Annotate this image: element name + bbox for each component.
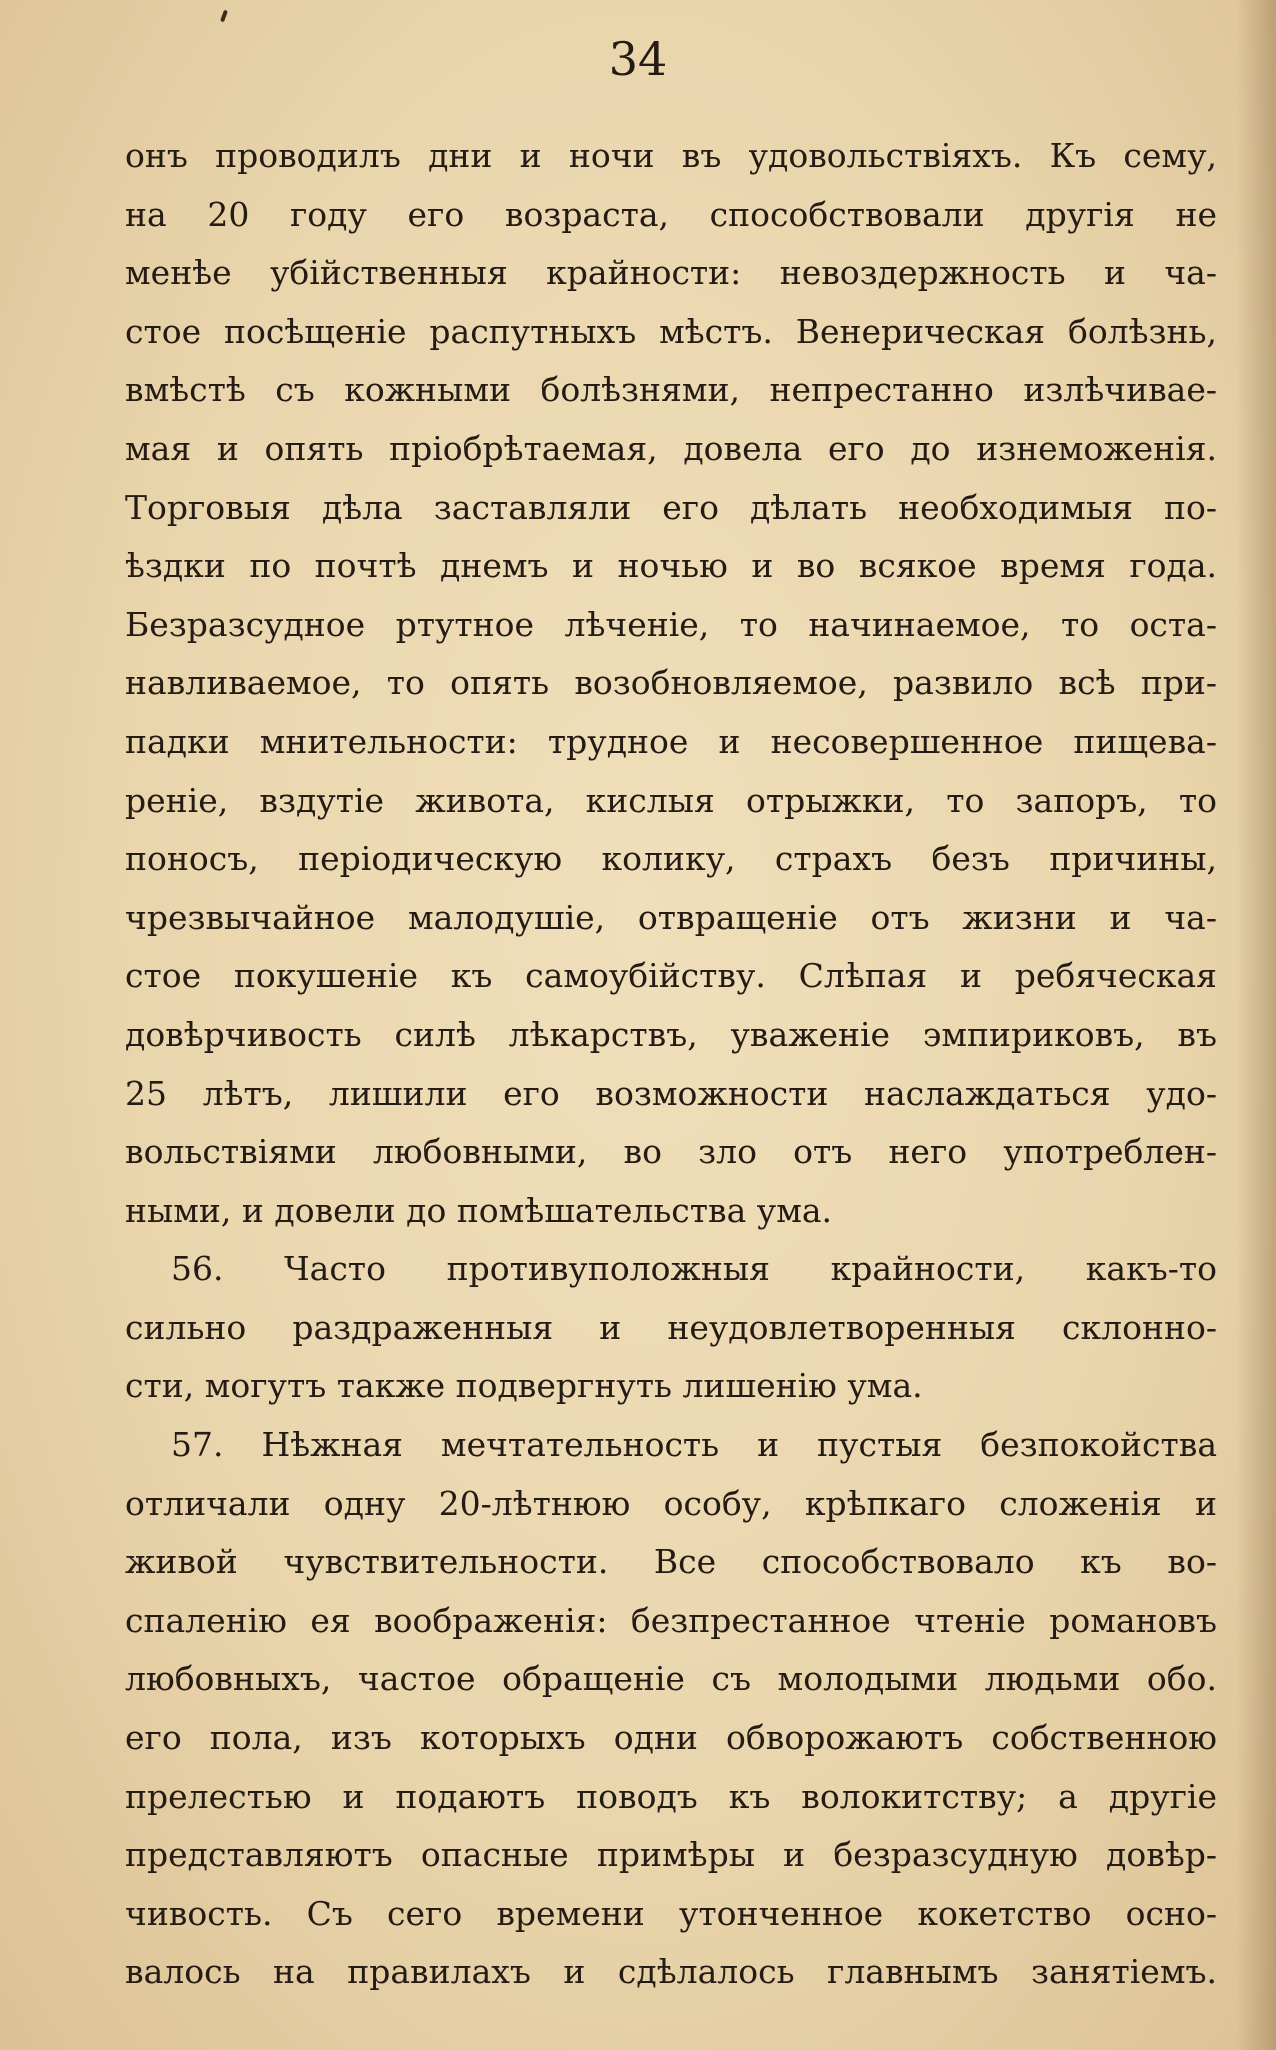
text-line: Торговыя дѣла заставляли его дѣлать необходимыя по- — [125, 487, 1217, 527]
text-line: реніе, вздутіе живота, кислыя отрыжки, то запоръ, то — [125, 780, 1217, 820]
text-line: менѣе убійственныя крайности: невоздержность и ча- — [125, 253, 1217, 293]
text-line: чивость. Съ сего времени утонченное кокетство осно- — [125, 1893, 1217, 1933]
text-line: 25 лѣтъ, лишили его возможности наслаждаться удо- — [125, 1073, 1217, 1113]
text-line: любовныхъ, частое обращеніе съ молодыми людьми обо. — [125, 1659, 1217, 1699]
text-line: онъ проводилъ дни и ночи въ удовольствіяхъ. Къ сему, — [125, 136, 1217, 175]
text-line: ными, и довели до помѣшательства ума. — [125, 1190, 833, 1230]
text-line: ѣздки по почтѣ днемъ и ночью и во всякое время года. — [125, 546, 1217, 586]
text-line: стое посѣщеніе распутныхъ мѣстъ. Венерическая болѣзнь, — [125, 311, 1217, 351]
text-line: падки мнительности: трудное и несовершенное пищева- — [125, 721, 1217, 761]
page-number: 34 — [608, 32, 668, 86]
text-line: вольствіями любовными, во зло отъ него употреблен- — [125, 1132, 1217, 1172]
text-line: навливаемое, то опять возобновляемое, развило всѣ при- — [125, 663, 1217, 703]
paragraph-57-start: 57. Нѣжная мечтательность и пустыя безпокойства — [171, 1425, 1217, 1465]
text-line: живой чувствительности. Все способствовало къ во- — [125, 1542, 1217, 1582]
text-line: валось на правилахъ и сдѣлалось главнымъ занятіемъ. — [125, 1952, 1217, 1992]
text-line: сти, могутъ также подвергнуть лишенію ума. — [125, 1366, 923, 1406]
text-line: спаленію ея воображенія: безпрестанное чтеніе романовъ — [125, 1600, 1217, 1640]
text-line: его пола, изъ которыхъ одни обворожаютъ собственною — [125, 1718, 1217, 1758]
text-line: отличали одну 20-лѣтнюю особу, крѣпкаго сложенія и — [125, 1483, 1217, 1523]
text-line: прелестью и подаютъ поводъ къ волокитству; а другіе — [125, 1776, 1217, 1816]
paragraph-56-start: 56. Часто противуположныя крайности, какъ-то — [171, 1249, 1217, 1289]
page-edge-shadow — [1236, 0, 1276, 2050]
text-line: вмѣстѣ съ кожными болѣзнями, непрестанно излѣчивае- — [125, 370, 1217, 410]
text-line: сильно раздраженныя и неудовлетворенныя склонно- — [125, 1307, 1217, 1347]
body-text — [125, 127, 1217, 2002]
ink-speck — [220, 10, 228, 23]
text-line: поносъ, періодическую колику, страхъ безъ причины, — [125, 839, 1217, 879]
text-line: Безразсудное ртутное лѣченіе, то начинаемое, то оста- — [125, 604, 1217, 644]
text-line: чрезвычайное малодушіе, отвращеніе отъ жизни и ча- — [125, 897, 1217, 937]
text-line: стое покушеніе къ самоубійству. Слѣпая и ребяческая — [125, 956, 1217, 996]
text-line: мая и опять пріобрѣтаемая, довела его до изнеможенія. — [125, 428, 1217, 468]
text-line: представляютъ опасные примѣры и безразсудную довѣр- — [125, 1835, 1217, 1875]
text-line: на 20 году его возраста, способствовали другія не — [125, 194, 1217, 234]
text-line: довѣрчивость силѣ лѣкарствъ, уваженіе эмпириковъ, въ — [125, 1014, 1217, 1054]
